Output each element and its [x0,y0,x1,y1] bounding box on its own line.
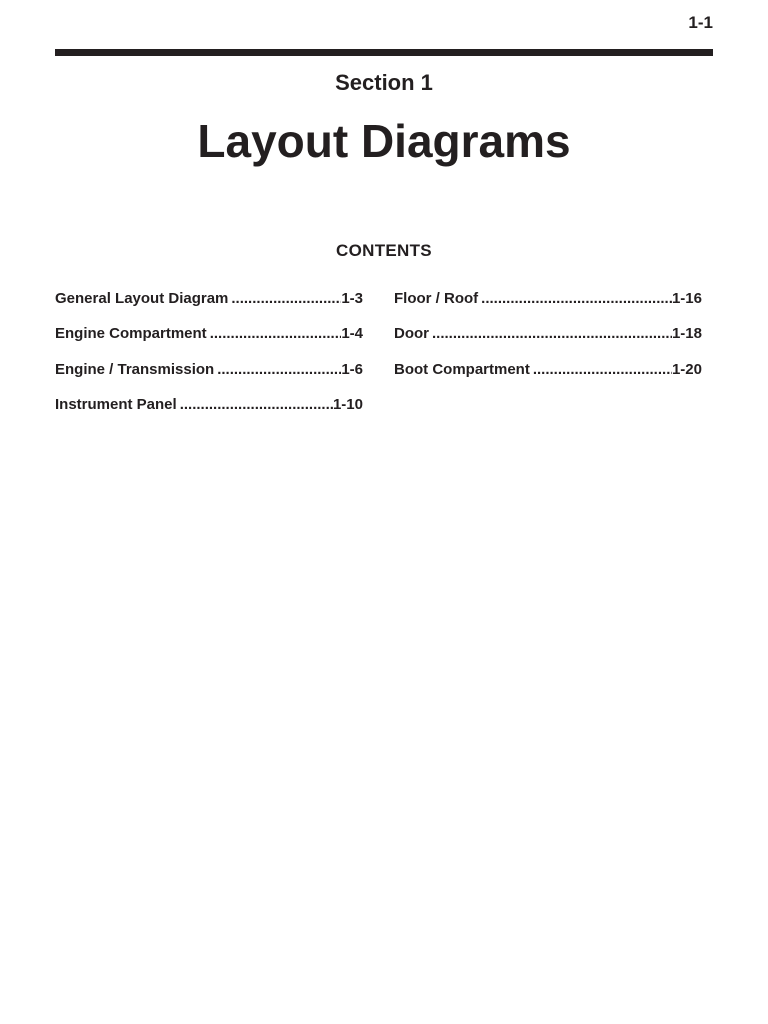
toc-right-column [394,290,702,396]
toc-entry-page: 1-20 [671,360,702,378]
toc-entry-engine-transmission[interactable] [55,361,363,396]
toc-dot-leader [533,361,672,378]
toc-entry-title: Boot Compartment [394,360,530,378]
toc-dot-leader [432,325,672,342]
toc-entry-engine-compartment[interactable] [55,325,363,360]
toc-entry-page: 1-18 [671,325,702,343]
toc-dot-leader [180,396,333,413]
header-rule [55,49,713,56]
toc-entry-page: 1-6 [341,360,363,378]
toc-entry-general-layout-diagram[interactable] [55,290,363,325]
toc-left-column [55,290,363,431]
toc-entry-page: 1-4 [341,325,363,343]
toc-entry-instrument-panel[interactable] [55,396,363,431]
toc-dot-leader [210,325,342,342]
toc-entry-title: Engine Compartment [55,325,207,343]
toc-entry-page: 1-3 [341,290,363,307]
toc-entry-title: Engine / Transmission [55,360,215,378]
toc-entry-page: 1-16 [671,290,702,307]
toc-entry-title: Door [394,325,429,343]
toc-dot-leader [231,290,341,307]
toc-dot-leader [481,290,672,307]
page-title: Layout Diagrams [197,115,571,167]
toc-entry-title: Instrument Panel [55,395,177,413]
toc-entry-title: General Layout Diagram [55,290,229,307]
section-label: Section 1 [335,70,433,95]
toc-entry-page: 1-10 [332,395,363,413]
contents-heading: CONTENTS [336,241,432,260]
toc-dot-leader [217,361,341,378]
page-number: 1-1 [688,13,713,32]
toc-entry-floor-roof[interactable] [394,290,702,325]
toc-entry-boot-compartment[interactable] [394,361,702,396]
toc-entry-title: Floor / Roof [394,290,479,307]
toc-entry-door[interactable] [394,325,702,360]
